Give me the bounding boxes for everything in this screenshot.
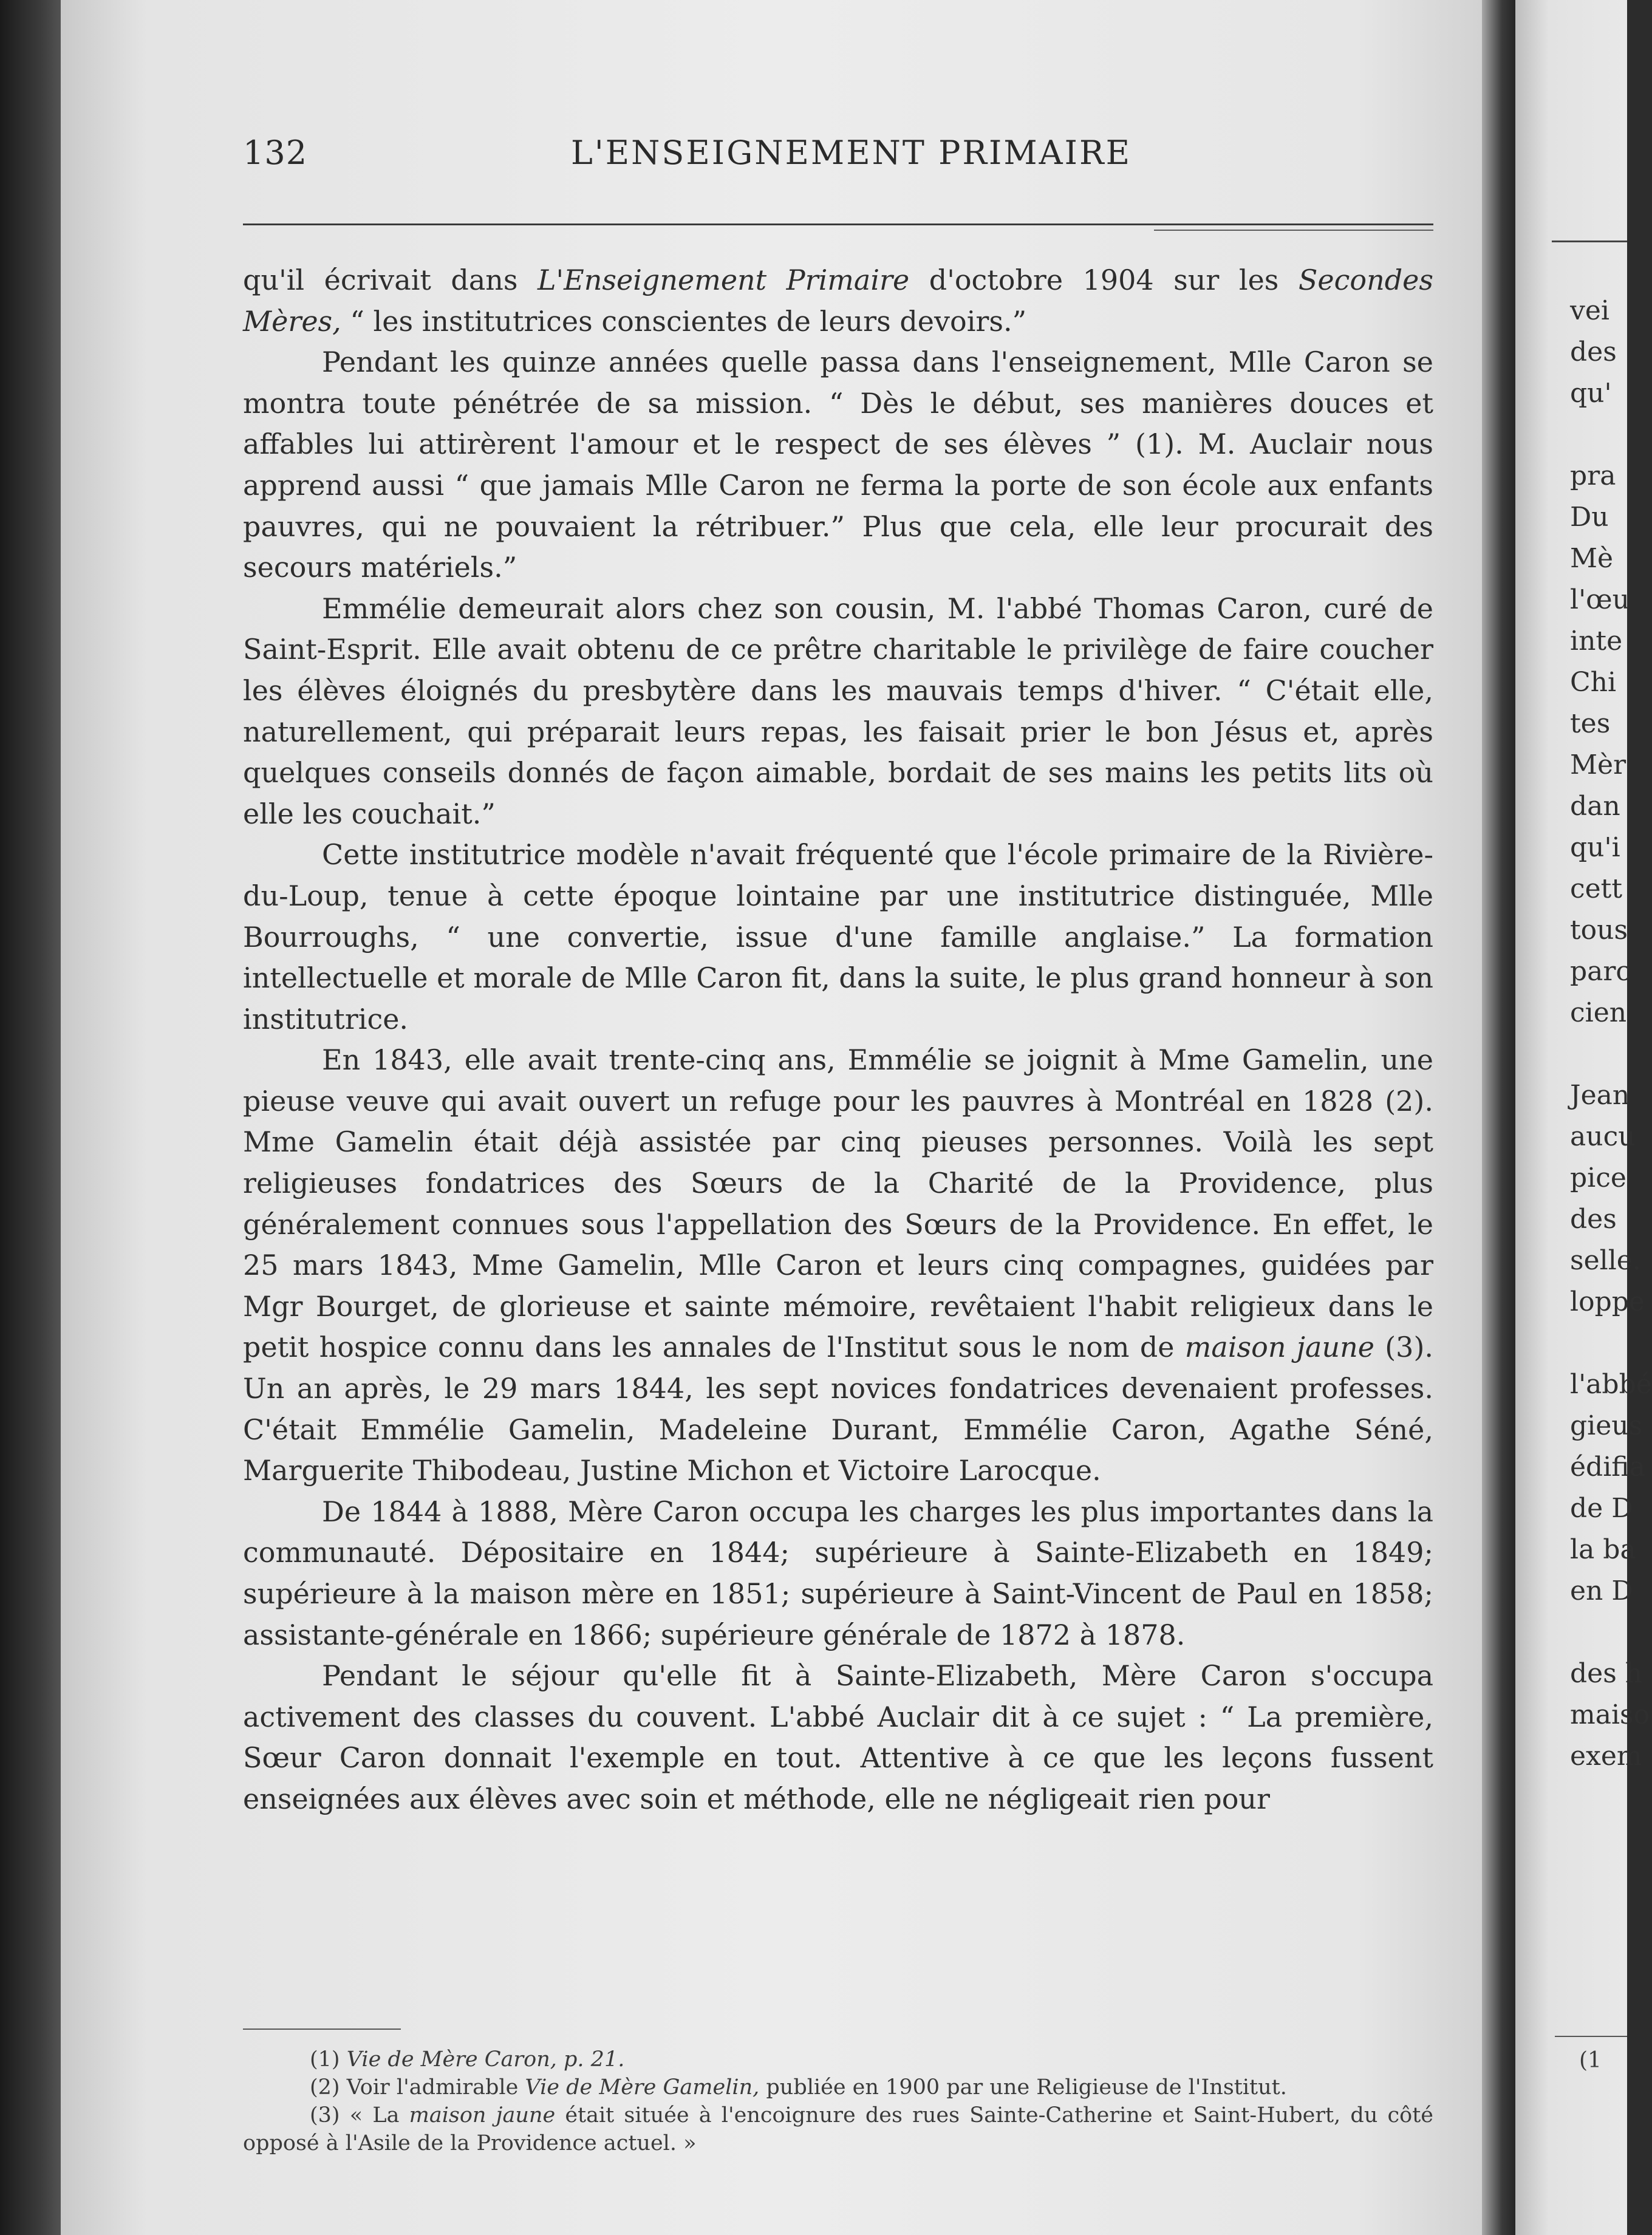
paragraph-3: Emmélie demeurait alors chez son cousin, M. l'abbé Thomas Caron, curé de Saint-Esprit. Elle avait obtenu de ce prêtre charitable le privilège de faire coucher les élèves éloignés du presbytère dans les mauvais temps d'hiver. “ C'était elle, naturellement, qui préparait leurs repas, les faisait prier le bon Jésus et, après quelques conseils donnés de façon aimable, bordait de ses mains les petits lits où elle les couchait.”: [243, 592, 1433, 830]
footnotes: [243, 2046, 1433, 2157]
paragraph-1: [243, 260, 1433, 342]
running-title: L'ENSEIGNEMENT PRIMAIRE: [571, 134, 1132, 172]
page-number: 132: [243, 134, 308, 172]
p1-text-c: d'octobre 1904 sur les: [909, 264, 1299, 296]
footnote-2: [243, 2073, 1433, 2101]
header-rule: [243, 224, 1433, 225]
page-header: [243, 134, 1433, 194]
facing-page-header-rule: [1552, 241, 1627, 242]
left-gutter: [0, 0, 67, 2235]
footnote-2-text-a: Voir l'admirable: [346, 2075, 525, 2100]
footnote-2-text-c: publiée en 1900 par une Religieuse de l'Institut.: [759, 2075, 1287, 2100]
footnote-3-italic: maison jaune: [409, 2103, 556, 2128]
footnote-2-italic: Vie de Mère Gamelin,: [525, 2075, 760, 2100]
p5-text-c: (3). Un an après, le 29 mars 1844, les sept novices fondatrices devenaient professes. C'était Emmélie Gamelin, Madeleine Durant, Emmélie Caron, Agathe Séné, Marguerite Thibodeau, Justine Michon et Victoire Larocque.: [243, 1331, 1434, 1487]
facing-page-footnote-rule: [1555, 2036, 1627, 2037]
p5-italic-maison-jaune: maison jaune: [1184, 1331, 1374, 1364]
p1-text-a: qu'il écrivait dans: [243, 264, 538, 296]
footnote-3-text-a: « La: [349, 2103, 409, 2128]
footnote-3-mark: (3): [310, 2103, 340, 2128]
facing-page-text-fragments: vei des qu' pra Du Mè l'œu inte Chi tes Mèr dan qu'i cett tous parc cien Jean aucu pice des selle. loppe l'abbé gieus édifia de D la ba en D des h maiso exem: [1570, 295, 1652, 1772]
p1-italic-title: Secondes Mères,: [243, 264, 1433, 338]
paragraph-4: Cette institutrice modèle n'avait fréquenté que l'école primaire de la Rivière-du-Loup, tenue à cette époque lointaine par une institutrice distinguée, Mlle Bourroughs, “ une convertie, issue d'une famille anglaise.” La formation intellectuelle et morale de Mlle Caron fit, dans la suite, le plus grand honneur à son institutrice.: [243, 838, 1433, 1036]
footnote-1-text: Vie de Mère Caron, p. 21.: [346, 2047, 625, 2072]
page-fold-shadow: [1482, 0, 1518, 2235]
footnote-3-text-c: était située à l'encoignure des rues Sainte-Catherine et Saint-Hubert, du côté opposé à l'Asile de la Providence actuel. »: [243, 2103, 1433, 2155]
footnote-2-mark: (2): [310, 2075, 340, 2100]
paragraph-7: Pendant le séjour qu'elle fit à Sainte-Elizabeth, Mère Caron s'occupa activement des classes du couvent. L'abbé Auclair dit à ce sujet : “ La première, Sœur Caron donnait l'exemple en tout. Attentive à ce que les leçons fussent enseignées aux élèves avec soin et méthode, elle ne négligeait rien pour: [243, 1659, 1433, 1815]
footnote-1-mark: (1): [310, 2047, 340, 2072]
footnote-1: [243, 2046, 1433, 2073]
p5-text-a: En 1843, elle avait trente-cinq ans, Emmélie se joignit à Mme Gamelin, une pieuse veuve qui avait ouvert un refuge pour les pauvres à Montréal en 1828 (2). Mme Gamelin était déjà assistée par cinq pieuses personnes. Voilà les sept religieuses fondatrices des Sœurs de la Charité de la Providence, plus généralement connues sous l'appellation des Sœurs de la Providence. En effet, le 25 mars 1843, Mme Gamelin, Mlle Caron et leurs cinq compagnes, guidées par Mgr Bourget, de glorieuse et sainte mémoire, revêtaient l'habit religieux dans le petit hospice connu dans les annales de l'Institut sous le nom de: [243, 1043, 1433, 1364]
p1-text-e: “ les institutrices conscientes de leurs devoirs.”: [341, 304, 1027, 338]
body-text: [243, 260, 1433, 1820]
footnote-rule: [243, 2029, 401, 2030]
footnote-3: [243, 2101, 1433, 2157]
paragraph-2: Pendant les quinze années quelle passa dans l'enseignement, Mlle Caron se montra toute pénétrée de sa mission. “ Dès le début, ses manières douces et affables lui attirèrent l'amour et le respect de ses élèves ” (1). M. Auclair nous apprend aussi “ que jamais Mlle Caron ne ferma la porte de son école aux enfants pauvres, qui ne pouvaient la rétribuer.” Plus que cela, elle leur procurait des secours matériels.”: [243, 346, 1433, 584]
paragraph-6: De 1844 à 1888, Mère Caron occupa les charges les plus importantes dans la communauté. Dépositaire en 1844; supérieure à Sainte-Elizabeth en 1849; supérieure à la maison mère en 1851; supérieure à Saint-Vincent de Paul en 1858; assistante-générale en 1866; supérieure générale de 1872 à 1878.: [243, 1495, 1433, 1651]
header-rule-secondary: [1154, 230, 1433, 231]
paragraph-5: [243, 1040, 1433, 1492]
facing-page-footnote-mark: (1: [1579, 2048, 1602, 2073]
p1-italic-journal: L'Enseignement Primaire: [537, 264, 910, 296]
